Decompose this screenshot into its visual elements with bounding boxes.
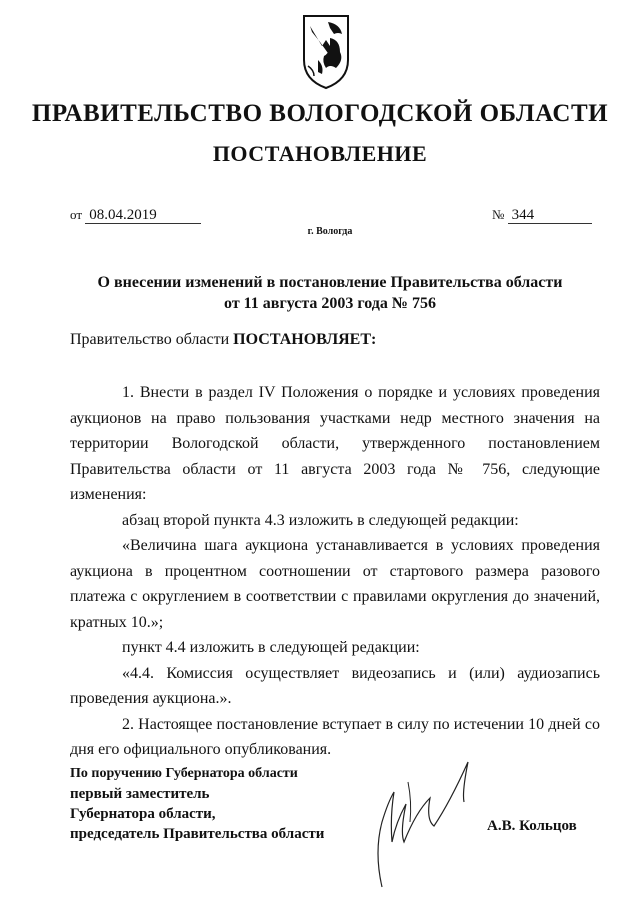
organization-title: ПРАВИТЕЛЬСТВО ВОЛОГОДСКОЙ ОБЛАСТИ bbox=[31, 100, 609, 127]
paragraph-1: 1. Внести в раздел IV Положения о порядке и условиях проведения аукционов на право пользования участками недр местного значения на территории Вологодской области, утвержденного постановлением Правительства области от 11 августа 2003 года № 756, следующие изменения: bbox=[70, 384, 600, 503]
document-subject bbox=[60, 272, 600, 314]
signatory-title bbox=[70, 764, 324, 844]
decree-statement bbox=[70, 331, 376, 349]
document-type-title: ПОСТАНОВЛЕНИЕ bbox=[212, 141, 428, 166]
subject-line-2: от 11 августа 2003 года № 756 bbox=[224, 295, 436, 312]
coat-of-arms-emblem bbox=[300, 12, 352, 90]
signatory-line-3: Губернатора области, bbox=[70, 806, 216, 822]
date-field bbox=[70, 207, 201, 224]
paragraph-6: 2. Настоящее постановление вступает в силу по истечении 10 дней со дня его официального опубликования. bbox=[70, 715, 600, 758]
city-label: г. Вологда bbox=[307, 226, 353, 237]
document-body bbox=[70, 380, 600, 763]
decree-prefix: Правительство области bbox=[70, 331, 234, 348]
decree-verb: ПОСТАНОВЛЯЕТ: bbox=[233, 331, 377, 348]
signatory-line-2: первый заместитель bbox=[70, 786, 210, 802]
handwritten-signature bbox=[360, 742, 490, 892]
paragraph-3: «Величина шага аукциона устанавливается в условиях проведения аукциона в процентном соотношении от стартового размера разового платежа с округлением в соответствии с правилами округления до значений, кратных 10.»; bbox=[70, 537, 600, 631]
paragraph-4: пункт 4.4 изложить в следующей редакции: bbox=[122, 639, 420, 656]
date-prefix: от bbox=[70, 207, 83, 222]
number-field bbox=[492, 207, 592, 224]
subject-line-1: О внесении изменений в постановление Правительства области bbox=[97, 274, 563, 291]
number-value: 344 bbox=[508, 208, 592, 224]
paragraph-2: абзац второй пункта 4.3 изложить в следующей редакции: bbox=[122, 511, 519, 529]
paragraph-5: «4.4. Комиссия осуществляет видеозапись и (или) аудиозапись проведения аукциона.». bbox=[70, 664, 600, 707]
signatory-line-4: председатель Правительства области bbox=[70, 826, 325, 842]
signatory-name: А.В. Кольцов bbox=[487, 818, 577, 834]
date-value: 08.04.2019 bbox=[85, 208, 201, 224]
signatory-line-1: По поручению Губернатора области bbox=[70, 766, 298, 781]
number-prefix: № bbox=[492, 207, 505, 222]
